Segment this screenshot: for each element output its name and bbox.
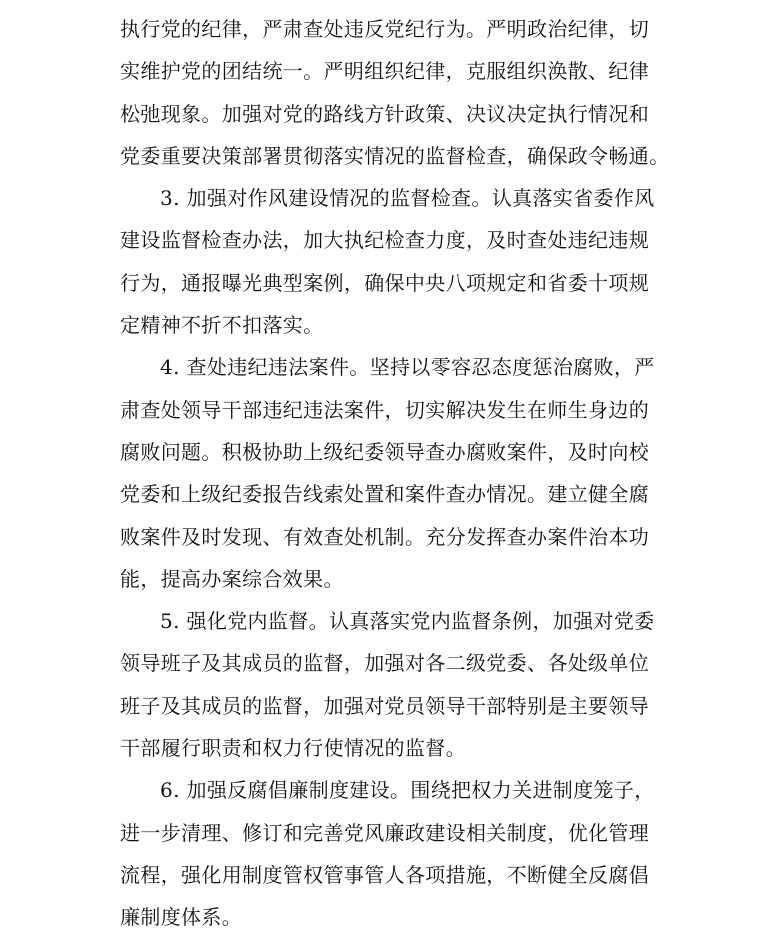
text-line: 败案件及时发现、有效查处机制。充分发挥查办案件治本功	[120, 524, 650, 549]
text-line: 建设监督检查办法，加大执纪检查力度，及时查处违纪违规	[120, 228, 650, 253]
text-line: 实维护党的团结统一。严明组织纪律，克服组织涣散、纪律	[120, 59, 650, 84]
text-line: 定精神不折不扣落实。	[120, 313, 324, 338]
paragraph-6-first-line: 6. 加强反腐倡廉制度建设。围绕把权力关进制度笼子，	[160, 778, 655, 803]
text-line: 松弛现象。加强对党的路线方针政策、决议决定执行情况和	[120, 101, 650, 126]
text-line: 领导班子及其成员的监督，加强对各二级党委、各处级单位	[120, 651, 650, 676]
text-line: 党委和上级纪委报告线索处置和案件查办情况。建立健全腐	[120, 482, 650, 507]
text-line: 肃查处领导干部违纪违法案件，切实解决发生在师生身边的	[120, 397, 650, 422]
text-line: 能，提高办案综合效果。	[120, 566, 344, 591]
paragraph-4-first-line: 4. 查处违纪违法案件。坚持以零容忍态度惩治腐败，严	[160, 355, 655, 380]
text-line: 流程，强化用制度管权管事管人各项措施，不断健全反腐倡	[120, 862, 650, 887]
text-line: 干部履行职责和权力行使情况的监督。	[120, 736, 466, 761]
text-line: 行为，通报曝光典型案例，确保中央八项规定和省委十项规	[120, 270, 650, 295]
text-line: 进一步清理、修订和完善党风廉政建设相关制度，优化管理	[120, 820, 650, 845]
text-line: 腐败问题。积极协助上级纪委领导查办腐败案件，及时向校	[120, 439, 650, 464]
document-body	[120, 8, 695, 939]
text-line: 党委重要决策部署贯彻落实情况的监督检查，确保政令畅通。	[120, 143, 670, 168]
text-line: 班子及其成员的监督，加强对党员领导干部特别是主要领导	[120, 693, 650, 718]
paragraph-3-first-line: 3. 加强对作风建设情况的监督检查。认真落实省委作风	[160, 186, 655, 211]
text-line: 廉制度体系。	[120, 905, 243, 930]
text-line: 执行党的纪律，严肃查处违反党纪行为。严明政治纪律，切	[120, 17, 650, 41]
paragraph-5-first-line: 5. 强化党内监督。认真落实党内监督条例，加强对党委	[160, 609, 655, 634]
